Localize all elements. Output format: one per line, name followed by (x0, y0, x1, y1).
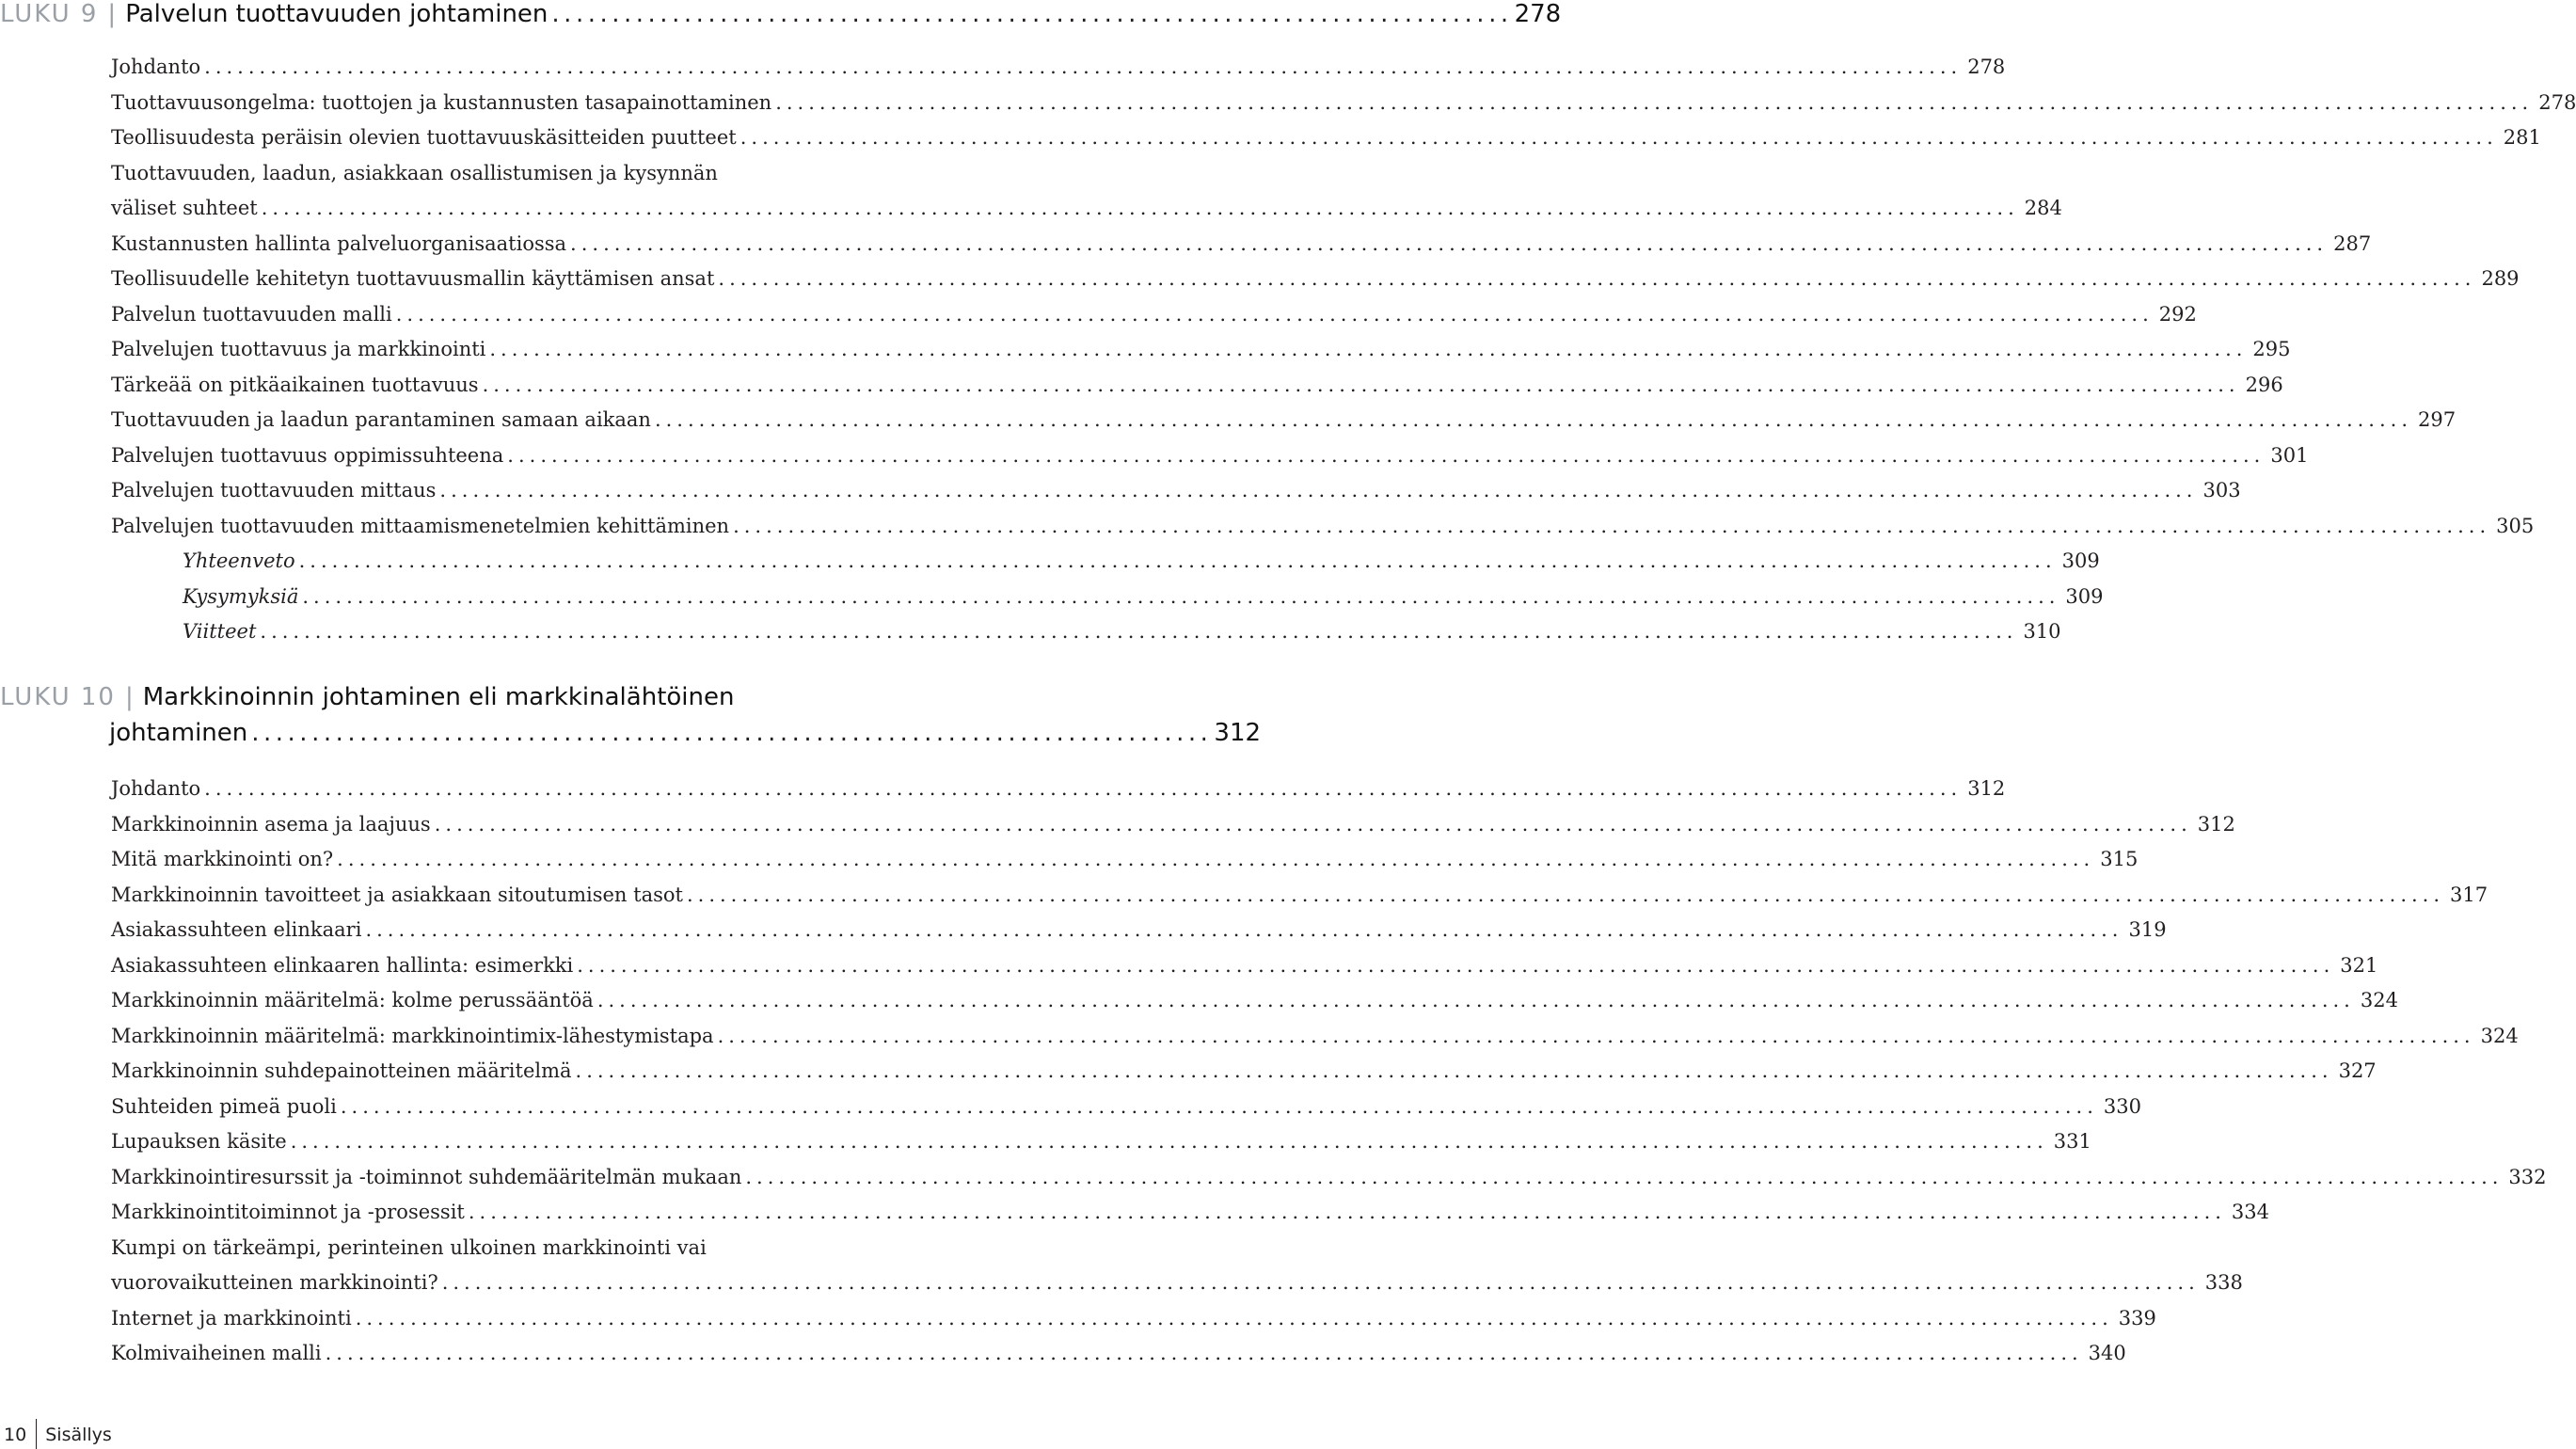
toc-entry-page: 321 (2340, 953, 2378, 977)
chapter-title-line2: johtaminen (109, 719, 248, 747)
dot-leader: ................................................................................................................................................................ (570, 231, 2329, 255)
toc-entry[interactable] (111, 948, 2378, 984)
dot-leader: ................................................................................................................................................................ (686, 883, 2445, 906)
toc-entry-page: 339 (2118, 1306, 2156, 1330)
toc-entry-title: Markkinoinnin suhdepainotteinen määritelmä (111, 1059, 572, 1082)
toc-entry[interactable] (111, 191, 2062, 227)
toc-entry[interactable] (111, 1301, 2156, 1337)
toc-entry-title: Teollisuudelle kehitetyn tuottavuusmallin käyttämisen ansat (111, 267, 715, 290)
dot-leader: ................................................................................................................................................................ (489, 338, 2248, 360)
chapter-separator: | (107, 0, 117, 28)
chapter-title: Markkinoinnin johtaminen eli markkinalähtöinen (142, 683, 735, 711)
footer-page-number: 10 (4, 1425, 27, 1445)
dot-leader: ................................................................................................................................................................ (434, 812, 2192, 836)
toc-entry-page: 309 (2061, 549, 2100, 572)
toc-entry-title: Yhteenveto (183, 549, 295, 572)
toc-entry[interactable] (111, 544, 2100, 580)
toc-entry[interactable] (111, 878, 2489, 914)
toc-entry-title: Markkinoinnin asema ja laajuus (111, 812, 431, 836)
toc-entry[interactable] (111, 842, 2139, 878)
toc-entry-page: 289 (2481, 267, 2520, 290)
toc-entry-page: 334 (2231, 1201, 2270, 1223)
dot-leader: ................................................................................................................................................................ (718, 267, 2476, 290)
toc-entry-title: Kysymyksiä (183, 584, 299, 608)
dot-leader: ................................................................................................................................................................ (733, 514, 2491, 537)
toc-entry[interactable] (111, 1124, 2091, 1160)
toc-entry-title: Johdanto (111, 56, 201, 78)
toc-entry[interactable] (111, 50, 2006, 86)
toc-entry[interactable] (111, 1195, 2270, 1231)
toc-entry-title: Markkinointiresurssit ja -toiminnot suhdemääritelmän mukaan (111, 1165, 742, 1188)
dot-leader: ................................................................................................................................................................ (302, 584, 2060, 608)
dot-leader: ................................................................................................................................................................ (395, 302, 2154, 326)
toc-entry-page: 284 (2024, 197, 2062, 219)
toc-entry-page: 327 (2338, 1059, 2377, 1082)
toc-entry-page: 301 (2270, 443, 2309, 467)
dot-leader: ................................................................................................................................................................ (654, 408, 2412, 431)
toc-entry-title: Tuottavuusongelma: tuottojen ja kustannusten tasapainottaminen (111, 90, 772, 114)
toc-entry-page: 297 (2418, 408, 2457, 431)
toc-entry-title: Palvelun tuottavuuden malli (111, 302, 392, 326)
dot-leader: ................................................................................................................................................................ (439, 479, 2198, 502)
toc-entry-page: 324 (2480, 1024, 2519, 1047)
toc-entry[interactable] (111, 983, 2398, 1019)
toc-entry[interactable] (111, 807, 2235, 843)
toc-entry-page: 305 (2496, 514, 2535, 537)
toc-entry-title: Suhteiden pimeä puoli (111, 1094, 337, 1118)
chapter-page: 312 (1214, 719, 1262, 747)
dot-leader: ................................................................................................................................................................ (260, 620, 2018, 643)
toc-entry[interactable] (111, 86, 2576, 121)
dot-leader: ................................................................................................................................................................ (261, 197, 2019, 219)
dot-leader: ................................................................................................................................................................ (290, 1130, 2048, 1153)
dot-leader: ................................................................................................................................................................ (340, 1094, 2098, 1118)
dot-leader: ................................................................................................................................................................ (775, 90, 2534, 114)
toc-entry-page: 319 (2128, 918, 2167, 941)
toc-entry-title: Kustannusten hallinta palveluorganisaatiossa (111, 231, 567, 255)
dot-leader: ................................................................................................................................................................ (577, 953, 2335, 977)
toc-entry-title: väliset suhteet (111, 197, 258, 219)
dot-leader: ................................................................................ (551, 0, 1513, 28)
dot-leader: ................................................................................ (251, 719, 1213, 747)
toc-entry[interactable] (111, 1090, 2141, 1125)
toc-entry-title: Asiakassuhteen elinkaari (111, 918, 362, 941)
toc-entry-page: 292 (2158, 302, 2197, 326)
toc-entry-page: 331 (2053, 1130, 2091, 1153)
dot-leader: ................................................................................................................................................................ (298, 549, 2057, 572)
toc-entry-title: Internet ja markkinointi (111, 1306, 352, 1330)
toc-entry-title: Markkinointitoiminnot ja -prosessit (111, 1201, 465, 1223)
toc-entry-title: vuorovaikutteinen markkinointi? (111, 1271, 438, 1294)
toc-entry[interactable] (111, 403, 2457, 438)
toc-entry-page: 315 (2100, 848, 2139, 870)
toc-entry[interactable] (111, 120, 2541, 156)
toc-entry-page: 340 (2088, 1342, 2126, 1364)
toc-entry-title: Palvelujen tuottavuuden mittaus (111, 479, 437, 502)
dot-leader: ................................................................................................................................................................ (507, 443, 2266, 467)
toc-entry-page: 278 (2538, 90, 2576, 114)
toc-entry-page: 317 (2450, 883, 2489, 906)
toc-entry[interactable] (111, 368, 2283, 404)
toc-entry-title: Palvelujen tuottavuus ja markkinointi (111, 338, 486, 360)
toc-entry-title: Mitä markkinointi on? (111, 848, 334, 870)
toc-entry-title: Teollisuudesta peräisin olevien tuottavuuskäsitteiden puutteet (111, 126, 737, 149)
toc-entry[interactable] (111, 227, 2372, 263)
toc-entry[interactable] (111, 1019, 2519, 1055)
toc-entry-page: 330 (2103, 1094, 2141, 1118)
toc-entry[interactable] (111, 1054, 2377, 1090)
toc-entry-title: Palvelujen tuottavuus oppimissuhteena (111, 443, 504, 467)
toc-entry-title: Markkinoinnin määritelmä: kolme perussääntöä (111, 989, 594, 1011)
toc-entry-page: 278 (1967, 56, 2006, 78)
chapter-heading[interactable] (0, 0, 1562, 29)
toc-entry[interactable] (111, 1336, 2126, 1372)
dot-leader: ................................................................................................................................................................ (365, 918, 2123, 941)
toc-entry-title: Markkinoinnin määritelmä: markkinointimix-lähestymistapa (111, 1024, 714, 1047)
toc-entry-title: Tuottavuuden ja laadun parantaminen samaan aikaan (111, 408, 651, 431)
toc-entry-title: Viitteet (183, 620, 257, 643)
toc-entry[interactable] (111, 614, 2061, 650)
chapter-label: LUKU 9 (0, 0, 99, 28)
toc-entry-page: 324 (2360, 989, 2398, 1011)
dot-leader: ................................................................................................................................................................ (739, 126, 2498, 149)
toc-entry[interactable] (111, 438, 2309, 474)
toc-entry-title: Lupauksen käsite (111, 1130, 287, 1153)
chapter-separator: | (124, 683, 134, 711)
toc-entry-title: Palvelujen tuottavuuden mittaamismenetelmien kehittäminen (111, 514, 730, 537)
toc-entry-title: Tärkeää on pitkäaikainen tuottavuus (111, 373, 479, 396)
dot-leader: ................................................................................................................................................................ (745, 1165, 2504, 1188)
toc-entry-title: Markkinoinnin tavoitteet ja asiakkaan sitoutumisen tasot (111, 883, 683, 906)
toc-entry[interactable] (111, 913, 2167, 948)
chapter-label: LUKU 10 (0, 683, 116, 711)
chapter-title: Palvelun tuottavuuden johtaminen (125, 0, 549, 28)
dot-leader: ................................................................................................................................................................ (575, 1059, 2333, 1082)
toc-entry-page: 309 (2065, 584, 2104, 608)
dot-leader: ................................................................................................................................................................ (337, 848, 2095, 870)
toc-entry-page: 303 (2202, 479, 2241, 502)
dot-leader: ................................................................................................................................................................ (596, 989, 2355, 1011)
dot-leader: ................................................................................................................................................................ (468, 1201, 2226, 1223)
toc-entry[interactable] (111, 473, 2241, 509)
chapter-heading[interactable] (0, 683, 899, 712)
toc-entry[interactable] (111, 1266, 2243, 1301)
toc-entry-page: 338 (2204, 1271, 2243, 1294)
chapter-entries (111, 772, 2547, 1372)
toc-entry-title: Kolmivaiheinen malli (111, 1342, 322, 1364)
toc-entry[interactable] (111, 297, 2197, 333)
toc-entry-page: 310 (2023, 620, 2061, 643)
dot-leader: ................................................................................................................................................................ (482, 373, 2240, 396)
chapter-heading-continued[interactable] (0, 719, 1262, 748)
chapter-page: 278 (1514, 0, 1562, 28)
toc-entry[interactable] (111, 1160, 2547, 1196)
toc-entry[interactable] (111, 772, 2006, 807)
toc-entry-title: Johdanto (111, 777, 201, 800)
dot-leader: ................................................................................................................................................................ (355, 1306, 2113, 1330)
toc-entry-page: 281 (2503, 126, 2541, 149)
toc-entry[interactable] (111, 509, 2535, 545)
toc-entry-line1[interactable]: Kumpi on tärkeämpi, perinteinen ulkoinen markkinointi vai (111, 1235, 707, 1259)
toc-entry-page: 295 (2252, 338, 2291, 360)
toc-entry-page: 332 (2508, 1165, 2547, 1188)
dot-leader: ................................................................................................................................................................ (204, 56, 1963, 78)
footer-section: Sisällys (45, 1425, 112, 1445)
toc-entry-page: 312 (2197, 812, 2235, 836)
dot-leader: ................................................................................................................................................................ (441, 1271, 2200, 1294)
chapter-entries (111, 50, 2576, 650)
toc-entry-page: 287 (2333, 231, 2372, 255)
toc-entry[interactable] (111, 332, 2291, 368)
toc-entry-page: 312 (1967, 777, 2006, 800)
toc-entry[interactable] (111, 580, 2104, 615)
dot-leader: ................................................................................................................................................................ (204, 777, 1963, 800)
toc-entry-title: Asiakassuhteen elinkaaren hallinta: esimerkki (111, 953, 574, 977)
toc-entry-page: 296 (2245, 373, 2283, 396)
dot-leader: ................................................................................................................................................................ (325, 1342, 2083, 1364)
page-footer (4, 1425, 112, 1445)
toc-entry[interactable] (111, 262, 2520, 297)
dot-leader: ................................................................................................................................................................ (717, 1024, 2475, 1047)
toc-entry-line1[interactable]: Tuottavuuden, laadun, asiakkaan osallistumisen ja kysynnän (111, 161, 718, 184)
